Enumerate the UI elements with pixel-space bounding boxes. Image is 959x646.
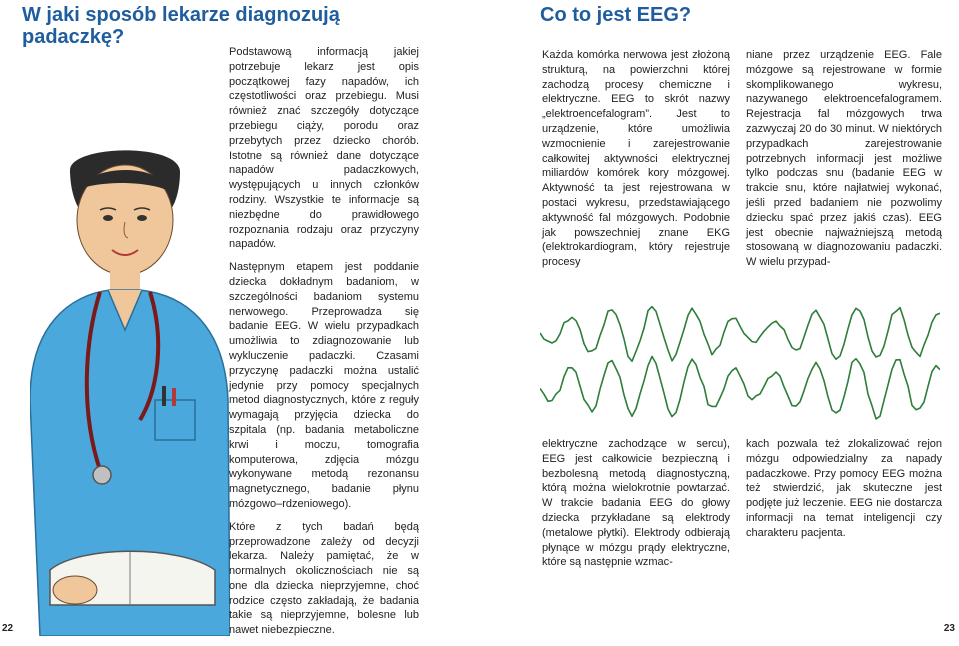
paragraph: Każda komórka nerwowa jest złożoną strukturą, na powierzchni której zachodzą procesy chemiczne i elektryczne. EEG to skrót nazwy „elektroencefalogram”. Jest to urządzenie, które umożliwia wzmocnienie i zarejestrowanie całkowitej aktywności elektrycznej miliardów komórek kory mózgowej. Aktywność ta jest rejestrowana w postaci wykresu, przedstawiającego aktywność fal mózgowych. Podobnie jak powszechniej znane EKG (elektrokardiogram, który rejestruje procesy bbox=[542, 49, 730, 269]
paragraph: niane przez urządzenie EEG. Fale mózgowe są rejestrowane w formie skomplikowanego wykresu, nazywanego elektroencefalogramem. Rejestracja fal mózgowych trwa zazwyczaj 20 do 30 minut. W niektórych przypadkach zarejestrowanie potrzebnych informacji jest możliwe tylko podczas snu (badanie EEG w trakcie snu, które najłatwiej wykonać, jeśli przed badaniem nie pozwolimy dziecku spać przez jakiś czas). EEG jest obecnie najważniejszą metodą stosowaną w diagnozowaniu padaczki. W wielu przypad- bbox=[746, 49, 942, 269]
page-title: Co to jest EEG? bbox=[540, 4, 692, 26]
right-page bbox=[480, 0, 959, 636]
eeg-trace bbox=[540, 356, 940, 419]
text-column-1 bbox=[542, 48, 730, 278]
text-column-3 bbox=[542, 437, 730, 578]
eeg-trace bbox=[540, 307, 940, 362]
paragraph: elektryczne zachodzące w sercu), EEG jest całkowicie bezpieczną i bezbolesną metodą diagnostyczną, którą można wielokrotnie powtarzać. W trakcie badania EEG do głowy dziecka przykładane są elektrody (metalowe płytki). Elektrody odbierają płynące w mózgu prądy elektryczne, które są następnie wzmac- bbox=[542, 438, 730, 569]
page-number: 22 bbox=[2, 623, 14, 634]
nurse-illustration bbox=[30, 150, 230, 636]
paragraph: kach pozwala też zlokalizować rejon mózgu odpowiedzialny za napady padaczkowe. Przy pomocy EEG można też stwierdzić, jak skuteczne jest podjęte już leczenie. EEG nie dostarcza informacji na temat inteligencji czy charakteru pacjenta. bbox=[746, 438, 942, 539]
page-title: W jaki sposób lekarze diagnozują padaczkę? bbox=[22, 4, 340, 48]
text-column-4 bbox=[746, 437, 942, 549]
page-number: 23 bbox=[943, 623, 955, 634]
left-page bbox=[0, 0, 480, 636]
left-column bbox=[229, 45, 419, 646]
paragraph: Podstawową informacją jakiej potrzebuje lekarz jest opis początkowej fazy napadów, ich częstotliwości oraz przebiegu. Musi również znać szczegóły dotyczące przebiegu ciąży, porodu oraz przebytych przez dziecko chorób. Istotne są również dane dotyczące napadów padaczkowych, występujących u innych członków rodziny. Wszystkie te informacje są niezbędne do prawidłowego rozpoznania rodzaju oraz przyczyny napadów. bbox=[229, 46, 419, 251]
eeg-wave-illustration bbox=[540, 295, 940, 425]
paragraph: Które z tych badań będą przeprowadzone zależy od decyzji lekarza. Należy pamiętać, że w normalnych okolicznościach nie są one dla dziecka nieprzyjemne, choć rodzice często zakładają, że badania takie są nieprzyjemne, bolesne lub nawet niebezpieczne. bbox=[229, 520, 419, 637]
paragraph: Następnym etapem jest poddanie dziecka dokładnym badaniom, w szczególności badaniom systemu nerwowego. Przeprowadza się badanie EEG. W wielu przypadkach umożliwia to zdiagnozowanie lub wykluczenie padaczki. Czasami przyczynę padaczki można ustalić jedynie przy pomocy specjalnych metod diagnostycznych, które z reguły wymagają przyjęcia dziecka do szpitala (np. badania metaboliczne krwi i moczu, tomografia komputerowa, zdjęcia mózgu wykonywane metodą rezonansu magnetycznego, badanie płynu mózgowo–rdzeniowego). bbox=[229, 261, 419, 510]
text-column-2 bbox=[746, 48, 942, 278]
